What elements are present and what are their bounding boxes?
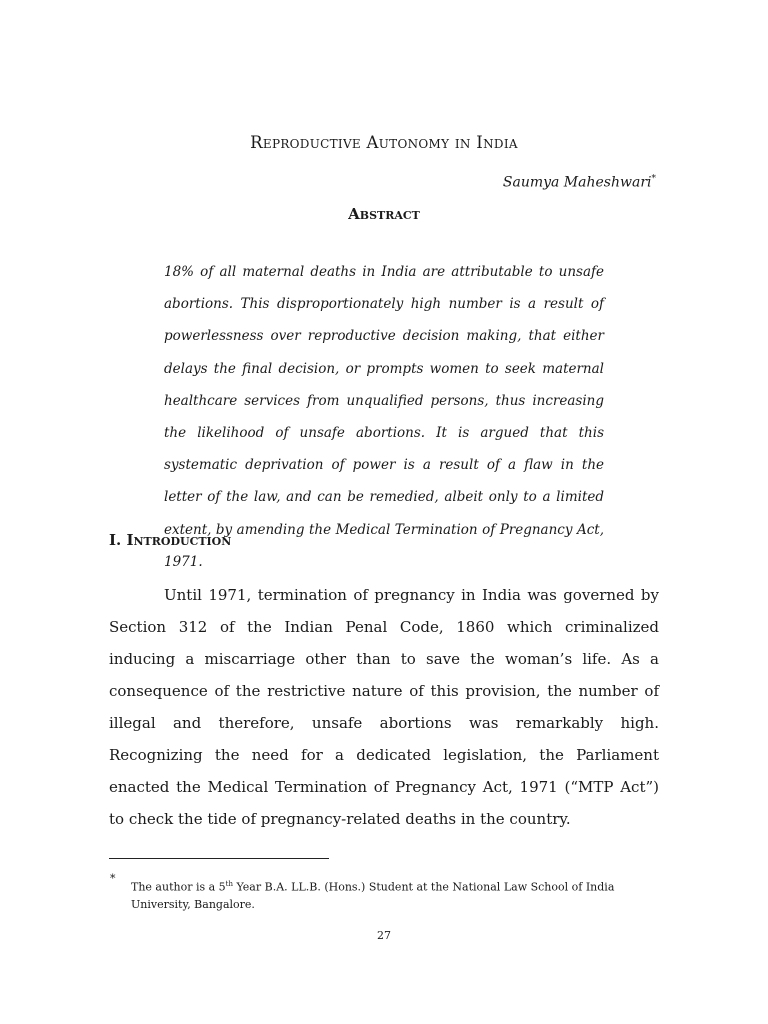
abstract-heading: Abstract (348, 205, 420, 223)
abstract-text: 18% of all maternal deaths in India are attributable to unsafe abortions. This disproportionately high number is a result of powerlessness over reproductive decision making, that either delays the final decision, or prompts women to seek maternal healthcare services from unqualified persons, thus increasing the likelihood of unsafe abortions. It is argued that this systematic deprivation of power is a result of a flaw in the letter of the law, and can be remedied, albeit only to a limited extent, by amending the Medical Termination of Pregnancy Act, 1971. (164, 264, 604, 570)
footnote-superscript: th (225, 880, 233, 888)
introduction-paragraph: Until 1971, termination of pregnancy in India was governed by Section 312 of the Indian Penal Code, 1860 which criminalized inducing a miscarriage other than to save the woman’s life. As a consequence of the restrictive nature of this provision, the number of illegal and therefore, unsafe abortions was remarkably high. Recognizing the need for a dedicated legislation, the Parliament enacted the Medical Termination of Pregnancy Act, 1971 (“MTP Act”) to check the tide of pregnancy-related deaths in the country. (109, 586, 659, 828)
author-footnote-marker[interactable]: * (651, 174, 656, 184)
paper-title: Reproductive Autonomy in India (250, 133, 518, 152)
author-line (503, 174, 656, 191)
author-name: Saumya Maheshwari (502, 174, 652, 191)
footnote-marker: * (110, 872, 116, 885)
footnote-text-part-1: The author is a 5 (131, 880, 226, 894)
page-number: 27 (377, 929, 391, 942)
section-heading-introduction: I. Introduction (109, 531, 232, 549)
footnote-separator (109, 858, 329, 859)
footnote-text (131, 876, 661, 913)
footnote-text-part-2: Year B.A. LL.B. (Hons.) Student at the National Law School of India University, Bangalore. (131, 880, 615, 911)
